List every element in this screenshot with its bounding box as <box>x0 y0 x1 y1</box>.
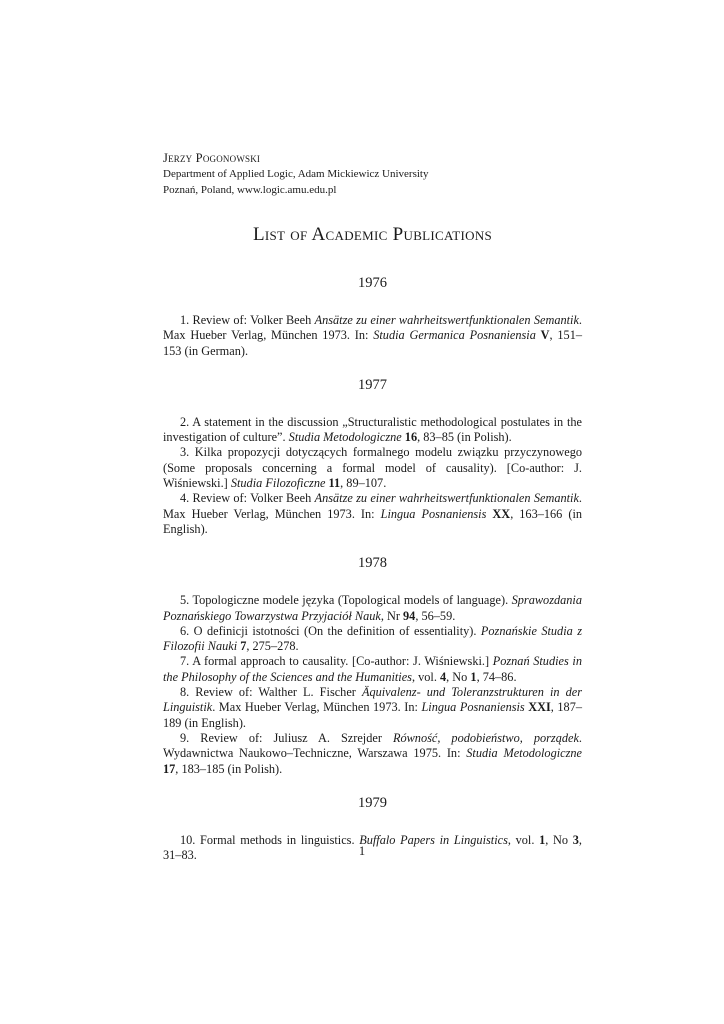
entry-italic-text: Poznań Studies in the Philosophy of the Sciences and the Humanities <box>163 654 582 684</box>
entry-text: . Max Hueber Verlag, München 1973. In: <box>163 313 582 343</box>
year-heading: 1976 <box>358 275 387 291</box>
entry-italic-text: Studia Germanica Posnaniensia <box>373 328 536 343</box>
entry-text: , 163–166 (in English). <box>163 506 583 536</box>
entry-text: 1. Review of: Volker Beeh <box>180 313 315 327</box>
publication-entry <box>163 624 582 655</box>
entry-text: , vol. <box>507 832 540 847</box>
entry-italic-text: Studia Metodologiczne <box>466 746 582 761</box>
publication-entry <box>163 491 582 537</box>
entry-text: , vol. <box>411 669 440 684</box>
publication-entry <box>163 415 582 446</box>
entry-text: , No <box>446 669 471 684</box>
entry-text: , 83–85 (in Polish). <box>417 430 512 445</box>
entry-italic-text: Buffalo Papers in Linguistics <box>359 832 508 847</box>
entry-text: , No <box>545 832 573 847</box>
entry-italic-text: Studia Filozoficzne <box>230 476 326 491</box>
author-name: Jerzy Pogonowski <box>163 151 261 165</box>
entry-text: , 183–185 (in Polish). <box>175 761 283 776</box>
document-title: List of Academic Publications <box>252 224 493 245</box>
year-heading: 1978 <box>358 555 387 572</box>
entry-text: , 187–189 (in English). <box>163 700 582 730</box>
document-page <box>163 150 582 863</box>
entry-italic-text: Ansätze zu einer wahrheitswertfunktionalen Semantik <box>314 313 579 327</box>
entry-text: 7. A formal approach to causality. [Co-author: J. Wiśniewski.] <box>180 654 493 669</box>
year-section <box>163 555 582 777</box>
entry-text: 5. Topologiczne modele języka (Topological models of language). <box>180 593 512 608</box>
author-affiliation: Department of Applied Logic, Adam Mickiewicz University <box>163 168 429 180</box>
entry-text: 8. Review of: Walther L. Fischer <box>180 685 362 700</box>
year-section <box>163 377 582 537</box>
entry-italic-text: Równość, podobieństwo, porządek <box>392 730 579 745</box>
entry-bold-text: XX <box>492 506 511 521</box>
entry-text: 6. O definicji istotności (On the definition of essentiality). <box>180 623 481 638</box>
publication-entry <box>163 313 582 359</box>
entry-text: , 151–153 (in German). <box>163 328 582 358</box>
entry-bold-text: XXI <box>528 700 551 715</box>
entry-bold-text: 11 <box>328 476 341 491</box>
entry-text: . Max Hueber Verlag, München 1973. In: <box>163 491 582 521</box>
entry-text: , 31–83. <box>163 832 582 863</box>
entry-text: , 74–86. <box>476 669 517 684</box>
page-number: 1 <box>358 844 366 858</box>
year-heading: 1979 <box>358 794 387 811</box>
entry-text: , 89–107. <box>340 476 387 491</box>
publication-entry <box>163 731 582 777</box>
entry-text: 9. Review of: Juliusz A. Szrejder <box>180 730 393 745</box>
entry-bold-text: 1 <box>539 832 546 847</box>
year-heading: 1977 <box>358 376 387 393</box>
year-section <box>163 275 582 359</box>
entry-bold-text: V <box>540 328 550 343</box>
publication-entry <box>163 445 582 491</box>
author-location: Poznań, Poland, www.logic.amu.edu.pl <box>163 184 337 196</box>
entry-italic-text: Ansätze zu einer wahrheitswertfunktionalen Semantik <box>314 491 579 506</box>
entry-text: 10. Formal methods in linguistics. <box>180 832 360 847</box>
entry-italic-text: Lingua Posnaniensis <box>421 700 525 715</box>
entry-bold-text: 4 <box>439 669 447 684</box>
entry-text: , Nr <box>380 608 404 623</box>
entry-bold-text: 3 <box>572 832 579 847</box>
entry-text: . Max Hueber Verlag, München 1973. In: <box>212 700 422 715</box>
entry-bold-text: 7 <box>240 639 247 654</box>
entry-text: 3. Kilka propozycji dotyczących formalnego modelu związku przyczynowego (Some proposals concerning a formal model of causality). [Co-author: J. Wiśniewski.] <box>163 445 582 491</box>
entry-text: , 56–59. <box>415 608 456 623</box>
entry-bold-text: 1 <box>470 669 477 684</box>
publication-entry <box>163 654 582 685</box>
entry-bold-text: 16 <box>404 430 418 445</box>
publication-list <box>163 275 582 863</box>
publication-entry <box>163 593 582 624</box>
entry-italic-text: Studia Metodologiczne <box>288 430 402 445</box>
publication-entry <box>163 685 582 731</box>
entry-italic-text: Sprawozdania Poznańskiego Towarzystwa Przyjaciół Nauk <box>163 593 582 623</box>
entry-italic-text: Poznańskie Studia z Filozofii Nauki <box>163 623 582 654</box>
entry-text: . Wydawnictwa Naukowo–Techniczne, Warszawa 1975. In: <box>163 730 582 761</box>
entry-italic-text: Lingua Posnaniensis <box>380 506 487 521</box>
author-block <box>163 150 582 198</box>
entry-text: 4. Review of: Volker Beeh <box>180 491 315 506</box>
entry-bold-text: 17 <box>163 761 176 776</box>
entry-text: , 275–278. <box>246 639 299 654</box>
entry-text: 2. A statement in the discussion „Structuralistic methodological postulates in the investigation of culture”. <box>163 414 582 445</box>
entry-italic-text: Äquivalenz- und Toleranzstrukturen in der Linguistik <box>163 685 582 715</box>
entry-bold-text: 94 <box>403 608 416 623</box>
